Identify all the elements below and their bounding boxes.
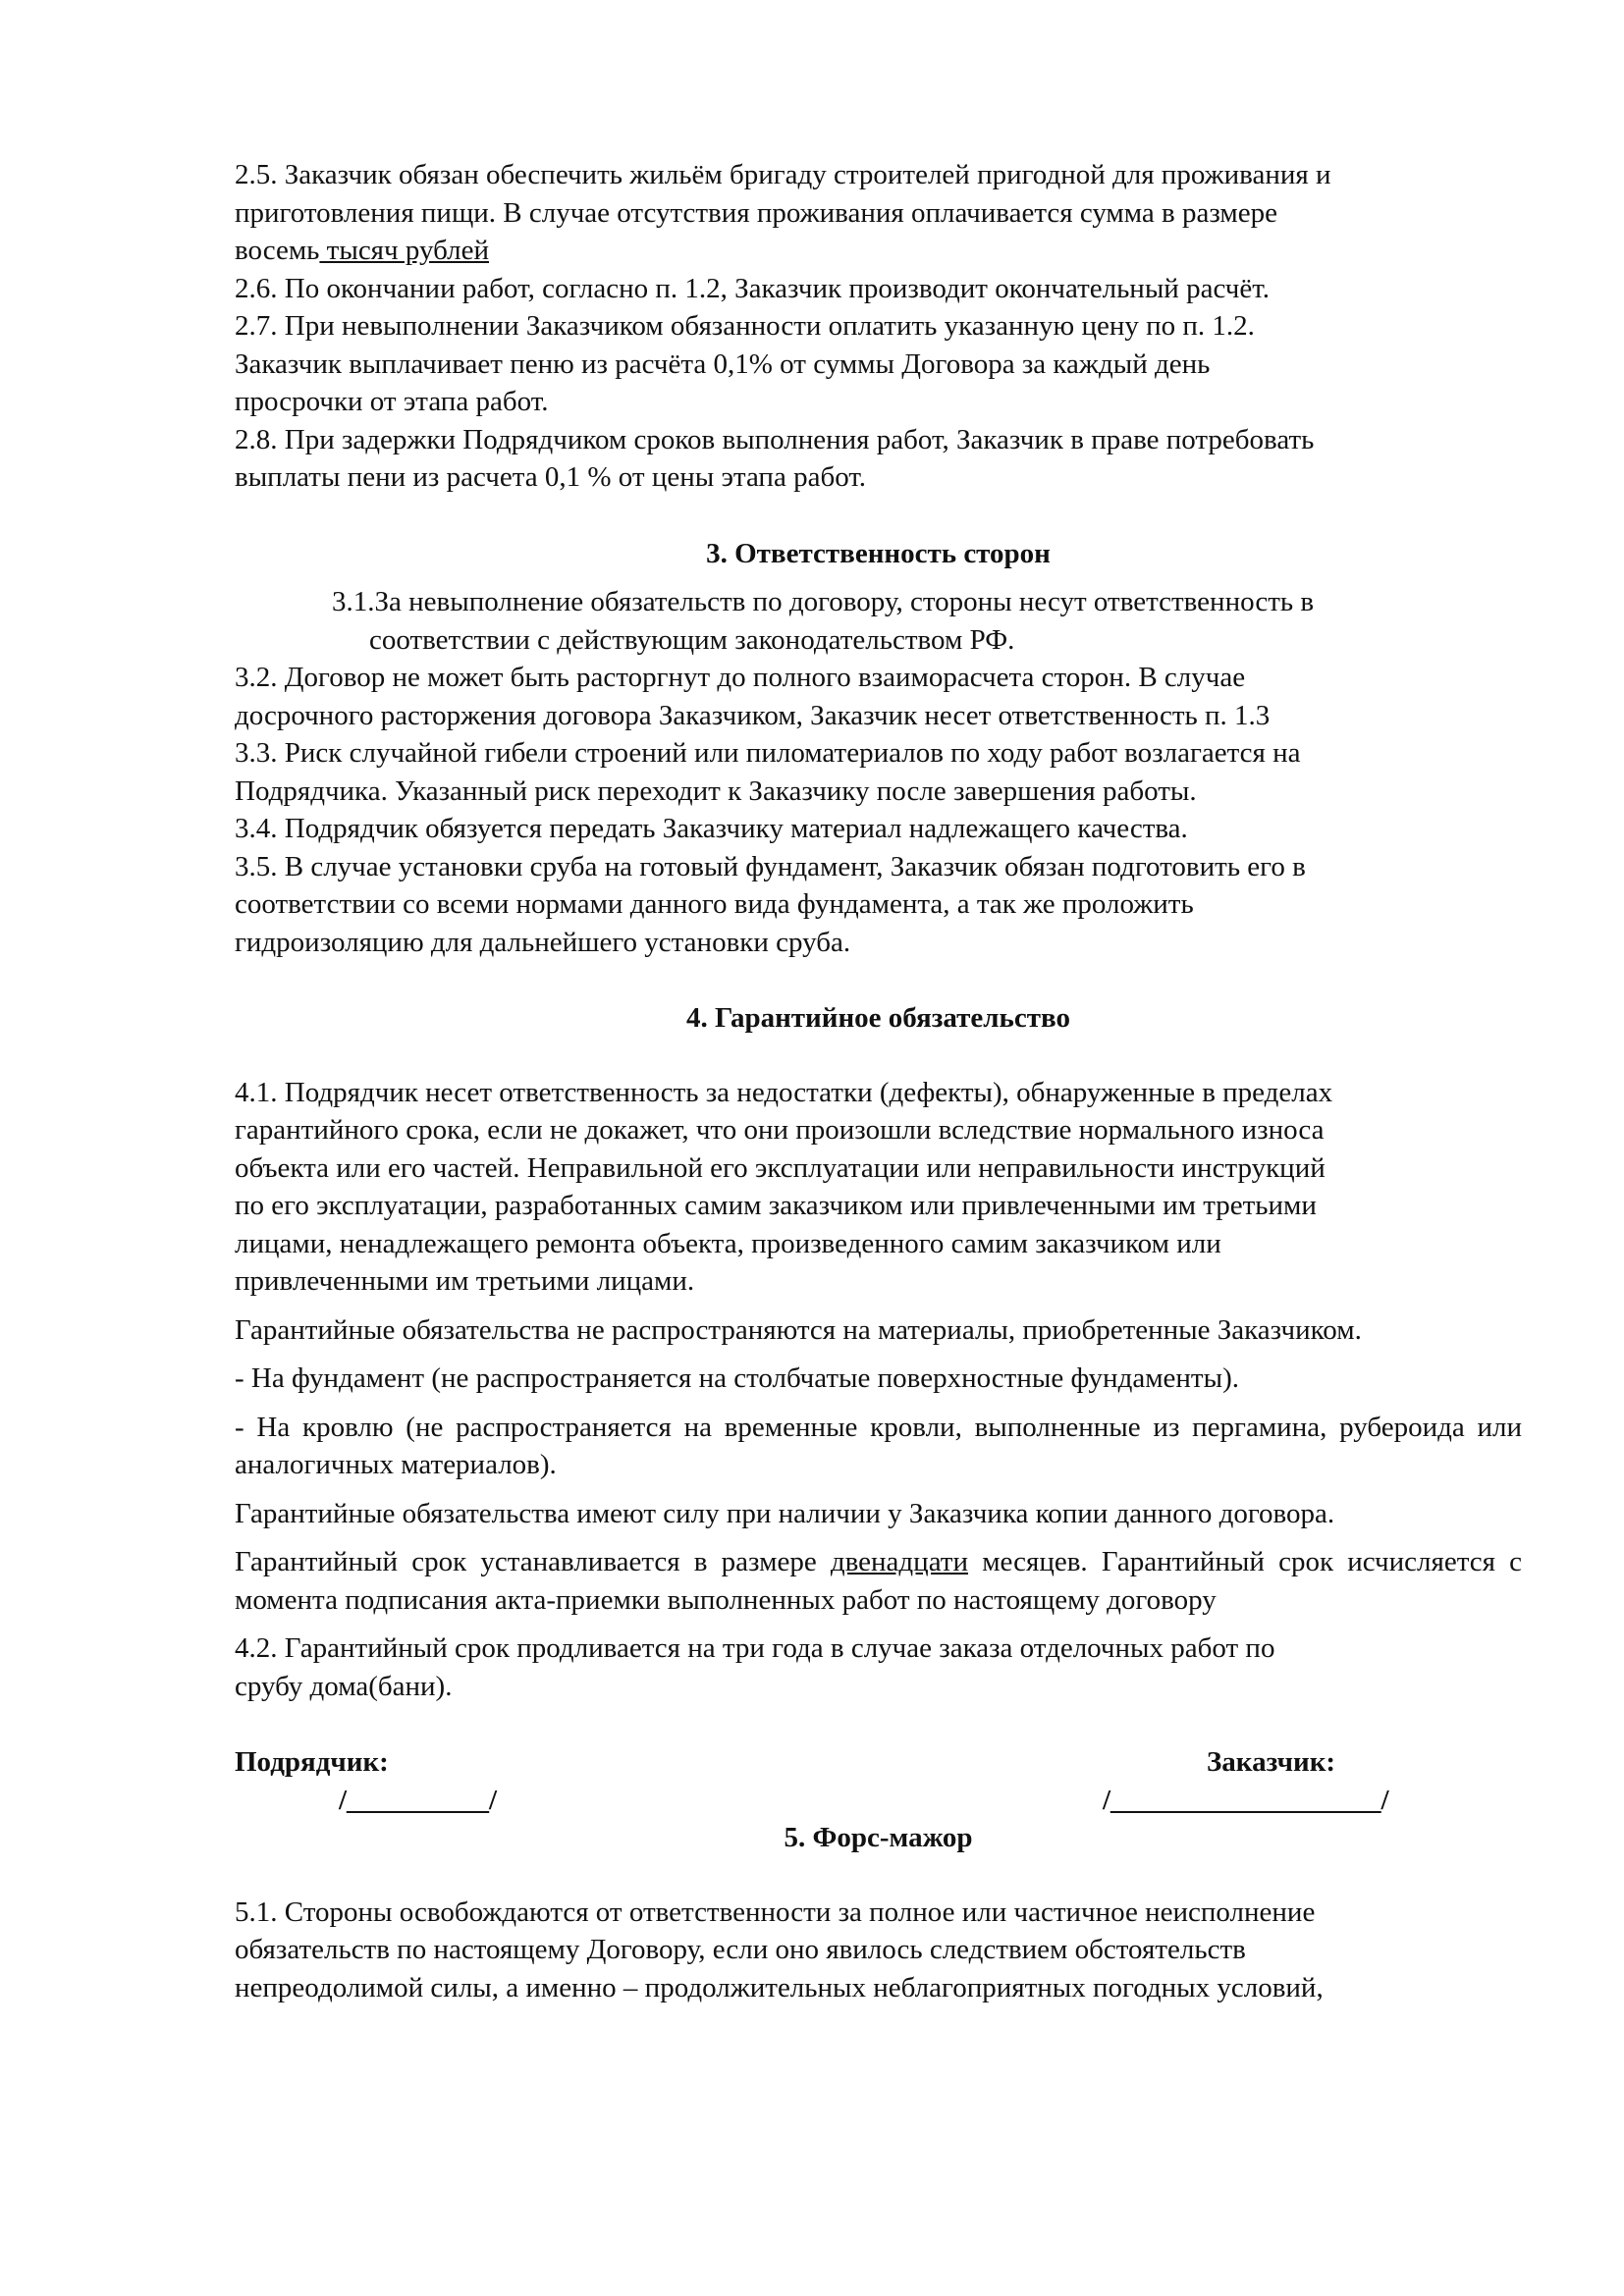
guarantee-term-months: двенадцати <box>830 1546 969 1577</box>
section-3-heading: 3. Ответственность сторон <box>706 537 1051 569</box>
clause-2-5-line-2: приготовления пищи. В случае отсутствия проживания оплачивается сумма в размере <box>235 196 1278 229</box>
clause-3-2-line-2: досрочного расторжения договора Заказчиком, Заказчик несет ответственность п. 1.3 <box>235 699 1271 731</box>
clause-5-1 <box>235 1894 1522 2007</box>
signature-labels <box>235 1743 1522 1782</box>
clause-2-8-line-2: выплаты пени из расчета 0,1 % от цены этапа работ. <box>235 461 867 493</box>
clause-4-2 <box>235 1629 1522 1705</box>
clause-3-5-line-2: соответствии со всеми нормами данного вида фундамента, а так же проложить <box>235 888 1194 920</box>
clause-4-1-line-6: привлеченными им третьими лицами. <box>235 1265 695 1297</box>
clause-2-7-line-1: 2.7. При невыполнении Заказчиком обязанности оплатить указанную цену по п. 1.2. <box>235 310 1255 342</box>
guarantee-term-post: месяцев. Гарантийный срок исчисляется с момента подписания акта-приемки выполненных работ по настоящему договору <box>235 1546 1522 1616</box>
signature-lines <box>235 1782 1522 1820</box>
clause-4-1-line-3: объекта или его частей. Неправильной его эксплуатации или неправильности инструкций <box>235 1151 1326 1184</box>
clause-3-1-line-1: 3.1.За невыполнение обязательств по договору, стороны несут ответственность в <box>332 586 1315 617</box>
contractor-label: Подрядчик: <box>235 1746 389 1778</box>
clause-3-2-line-1: 3.2. Договор не может быть расторгнут до полного взаиморасчета сторон. В случае <box>235 662 1246 693</box>
clause-2-5-line-1: 2.5. Заказчик обязан обеспечить жильём бригаду строителей пригодной для проживания и <box>235 159 1331 190</box>
clause-5-1-line-3: непреодолимой силы, а именно – продолжительных неблагоприятных погодных условий, <box>235 1971 1324 2003</box>
clause-5-1-line-2: обязательств по настоящему Договору, если оно явилось следствием обстоятельств <box>235 1934 1246 1965</box>
clause-2-8-line-1: 2.8. При задержки Подрядчиком сроков выполнения работ, Заказчик в праве потребовать <box>235 423 1315 455</box>
clause-3-3-line-1: 3.3. Риск случайной гибели строений или пиломатериалов по ходу работ возлагается на <box>235 737 1301 769</box>
spacer <box>235 1038 1522 1074</box>
clause-3-3-line-2: Подрядчика. Указанный риск переходит к Заказчику после завершения работы. <box>235 774 1197 807</box>
spacer <box>235 1349 1522 1360</box>
guarantee-term-pre: Гарантийный срок устанавливается в размере <box>235 1546 831 1577</box>
clause-4-1-line-1: 4.1. Подрядчик несет ответственность за недостатки (дефекты), обнаруженные в пределах <box>235 1076 1333 1108</box>
document-content <box>235 156 1522 2006</box>
section-5-heading: 5. Форс-мажор <box>784 1822 973 1853</box>
clause-3-4: 3.4. Подрядчик обязуется передать Заказчику материал надлежащего качества. <box>235 813 1188 844</box>
clause-2-5 <box>235 156 1522 270</box>
clause-4-1-line-4: по его эксплуатации, разработанных самим заказчиком или привлеченными им третьими <box>235 1190 1317 1221</box>
clause-3-1 <box>235 583 1522 659</box>
spacer <box>235 1398 1522 1409</box>
clause-4-1-line-2: гарантийного срока, если не докажет, что они произошли вследствие нормального износа <box>235 1114 1325 1146</box>
guarantee-copy-condition: Гарантийные обязательства имеют силу при наличии у Заказчика копии данного договора. <box>235 1497 1335 1529</box>
clause-4-1 <box>235 1074 1522 1301</box>
clause-4-1-line-5: лицами, ненадлежащего ремонта объекта, произведенного самим заказчиком или <box>235 1227 1221 1259</box>
spacer <box>235 572 1522 583</box>
spacer <box>235 1619 1522 1629</box>
clause-3-5-line-1: 3.5. В случае установки сруба на готовый фундамент, Заказчик обязан подготовить его в <box>235 850 1306 882</box>
clause-2-5-amount: тысяч рублей <box>319 235 489 266</box>
spacer <box>235 1301 1522 1311</box>
spacer <box>235 1484 1522 1495</box>
guarantee-roof: - На кровлю (не распространяется на временные кровли, выполненные из пергамина, рубероида или аналогичных материалов). <box>235 1411 1522 1480</box>
clause-2-5-line-3: восемь <box>235 235 320 266</box>
clause-3-3 <box>235 734 1522 810</box>
contractor-signature-line: /__________/ <box>339 1784 498 1816</box>
customer-signature-line: /___________________/ <box>1103 1784 1389 1816</box>
guarantee-term <box>235 1543 1522 1619</box>
clause-2-7-line-2: Заказчик выплачивает пеню из расчёта 0,1% от суммы Договора за каждый день <box>235 347 1211 380</box>
spacer <box>235 1532 1522 1543</box>
clause-3-5-line-3: гидроизоляцию для дальнейшего установки сруба. <box>235 926 851 958</box>
guarantee-materials: Гарантийные обязательства не распространяются на материалы, приобретенные Заказчиком. <box>235 1313 1362 1346</box>
clause-2-7 <box>235 307 1522 421</box>
customer-label: Заказчик: <box>1207 1746 1336 1778</box>
clause-3-2 <box>235 659 1522 734</box>
clause-2-7-line-3: просрочки от этапа работ. <box>235 386 549 417</box>
spacer <box>235 961 1522 999</box>
spacer <box>235 1705 1522 1743</box>
guarantee-foundation: - На фундамент (не распространяется на столбчатые поверхностные фундаменты). <box>235 1362 1240 1394</box>
clause-4-2-line-1: 4.2. Гарантийный срок продливается на три года в случае заказа отделочных работ по <box>235 1632 1275 1664</box>
section-4-heading: 4. Гарантийное обязательство <box>686 1002 1070 1034</box>
clause-3-5 <box>235 848 1522 962</box>
clause-4-2-line-2: срубу дома(бани). <box>235 1670 453 1702</box>
spacer <box>235 1857 1522 1894</box>
spacer <box>235 497 1522 535</box>
clause-5-1-line-1: 5.1. Стороны освобождаются от ответственности за полное или частичное неисполнение <box>235 1896 1316 1928</box>
clause-2-8 <box>235 421 1522 497</box>
clause-2-6: 2.6. По окончании работ, согласно п. 1.2, Заказчик производит окончательный расчёт. <box>235 272 1270 304</box>
clause-3-1-line-2: соответствии с действующим законодательством РФ. <box>369 623 1015 656</box>
